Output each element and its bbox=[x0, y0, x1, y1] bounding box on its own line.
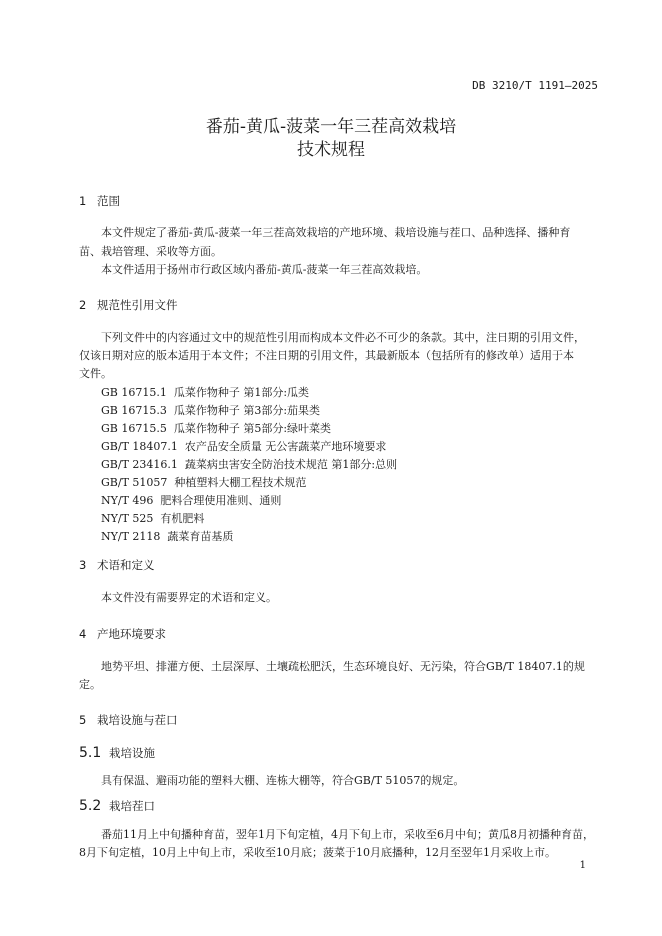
section-number: 5 bbox=[79, 713, 87, 727]
reference-item: NY/T 2118 蔬菜育苗基质 bbox=[101, 530, 234, 543]
subsection-title: 栽培设施 bbox=[109, 746, 155, 760]
paragraph: 本文件没有需要界定的术语和定义。 bbox=[101, 591, 277, 604]
reference-item: NY/T 525 有机肥料 bbox=[101, 512, 205, 525]
standard-code: DB 3210/T 1191—2025 bbox=[472, 79, 598, 92]
reference-item: GB 16715.5 瓜菜作物种子 第5部分:绿叶菜类 bbox=[101, 422, 332, 435]
subsection-title: 栽培茬口 bbox=[109, 799, 155, 813]
subsection-5-1-heading bbox=[79, 745, 155, 761]
section-number: 4 bbox=[79, 627, 87, 641]
paragraph: 8月下旬定植，10月上中旬上市，采收至10月底；菠菜于10月底播种，12月至翌年1月采收上市。 bbox=[79, 846, 556, 859]
reference-item: GB 16715.3 瓜菜作物种子 第3部分:茄果类 bbox=[101, 404, 321, 417]
section-1-heading bbox=[79, 193, 120, 209]
reference-item: NY/T 496 肥料合理使用准则、通则 bbox=[101, 494, 282, 507]
section-title: 规范性引用文件 bbox=[97, 298, 178, 312]
section-title: 产地环境要求 bbox=[97, 627, 166, 641]
section-title: 范围 bbox=[97, 194, 120, 208]
paragraph: 定。 bbox=[79, 678, 101, 691]
reference-item: GB 16715.1 瓜菜作物种子 第1部分:瓜类 bbox=[101, 386, 310, 399]
paragraph: 文件。 bbox=[79, 367, 112, 380]
section-2-heading bbox=[79, 297, 178, 313]
section-number: 3 bbox=[79, 558, 87, 572]
paragraph: 仅该日期对应的版本适用于本文件；不注日期的引用文件，其最新版本（包括所有的修改单）适用于本 bbox=[79, 349, 574, 362]
section-number: 1 bbox=[79, 194, 87, 208]
section-4-heading bbox=[79, 626, 166, 642]
section-title: 术语和定义 bbox=[97, 558, 155, 572]
reference-item: GB/T 23416.1 蔬菜病虫害安全防治技术规范 第1部分:总则 bbox=[101, 458, 398, 471]
section-title: 栽培设施与茬口 bbox=[97, 713, 178, 727]
paragraph: 本文件规定了番茄-黄瓜-菠菜一年三茬高效栽培的产地环境、栽培设施与茬口、品种选择、播种育 bbox=[101, 226, 571, 239]
subsection-5-2-heading bbox=[79, 798, 155, 814]
paragraph: 下列文件中的内容通过文中的规范性引用而构成本文件必不可少的条款。其中，注日期的引用文件， bbox=[101, 331, 585, 344]
section-number: 2 bbox=[79, 298, 87, 312]
reference-item: GB/T 18407.1 农产品安全质量 无公害蔬菜产地环境要求 bbox=[101, 440, 387, 453]
page-number: 1 bbox=[579, 860, 586, 871]
subsection-number: 5.1 bbox=[79, 745, 102, 761]
document-title-line-2: 技术规程 bbox=[297, 140, 365, 160]
section-5-heading bbox=[79, 712, 178, 728]
subsection-number: 5.2 bbox=[79, 798, 102, 814]
paragraph: 具有保温、避雨功能的塑料大棚、连栋大棚等，符合GB/T 51057的规定。 bbox=[101, 774, 465, 787]
paragraph: 本文件适用于扬州市行政区域内番茄-黄瓜-菠菜一年三茬高效栽培。 bbox=[101, 263, 428, 276]
paragraph: 苗、栽培管理、采收等方面。 bbox=[79, 245, 222, 258]
paragraph: 番茄11月上中旬播种育苗，翌年1月下旬定植，4月下旬上市，采收至6月中旬；黄瓜8月初播种育苗， bbox=[101, 828, 594, 841]
section-3-heading bbox=[79, 557, 155, 573]
reference-item: GB/T 51057 种植塑料大棚工程技术规范 bbox=[101, 476, 307, 489]
paragraph: 地势平坦、排灌方便、土层深厚、土壤疏松肥沃，生态环境良好、无污染，符合GB/T 18407.1的规 bbox=[101, 660, 585, 673]
document-title-line-1: 番茄-黄瓜-菠菜一年三茬高效栽培 bbox=[205, 117, 457, 137]
